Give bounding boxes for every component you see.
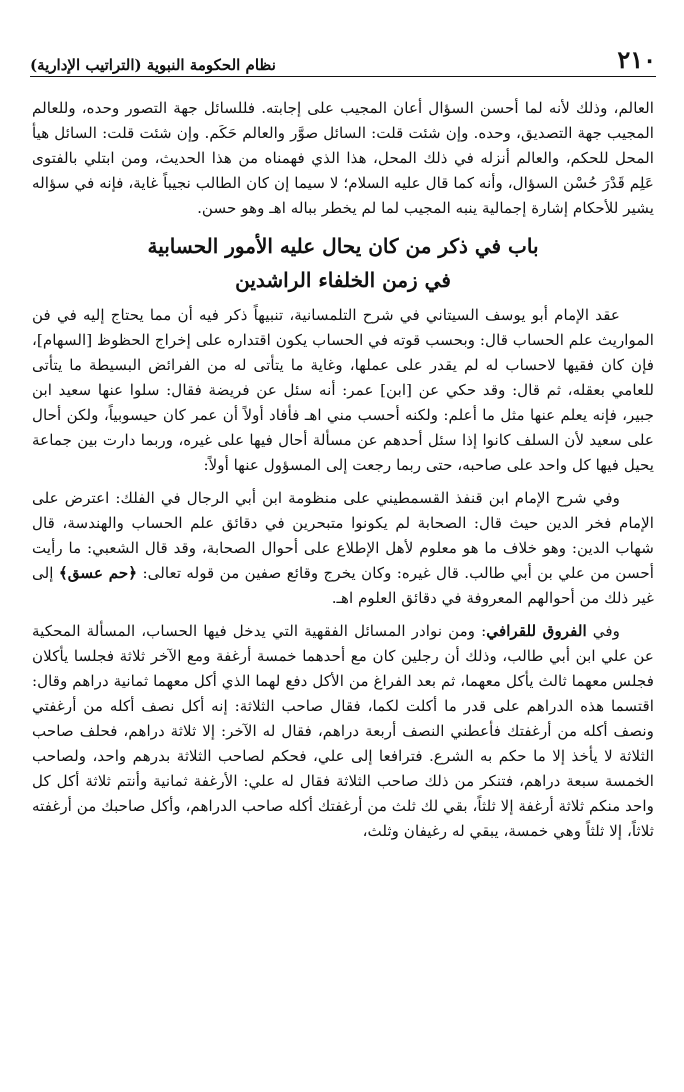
paragraph-3-text: وفي شرح الإمام ابن قنفذ القسمطيني على منظومة ابن أبي الرجال في الفلك: اعترض على الإمام فخر الدين حيث قال: الصحابة لم يكونوا متبحرين في دقائق علم الحساب والهندسة، قال شهاب الدين: وهو خلاف ما هو معلوم لأهل الإطلاع على أحوال الصحابة، وقد قال الشعبي: ما رأيت أحسن من علي بن أبي طالب. قال غيره: وكان يخرج وقائع صفين من قوله تعالى:	[32, 489, 655, 582]
section-heading	[32, 229, 654, 297]
paragraph-1: العالم، وذلك لأنه لما أحسن السؤال أعان المجيب على إجابته. فللسائل جهة التصور وحده، وللعالم المجيب جهة التصديق، وحده. وإن شئت قلت: السائل صوَّر والعالم حَكَم. وإن شئت قلت: السائل هيأ المحل للحكم، والعالم أنزله في ذلك المحل، هذا الذي فهمناه من هذا الحديث، ومن ابتلي بالفتوى عَلِم قَدْرَ حُسْن السؤال، وأنه كما قال عليه السلام؛ لا سيما إن كان الطالب نجيباً غاية، فإنه في سؤاله يشير للأحكام إشارة إجمالية ينبه المجيب لما لم يخطر بباله اهـ وهو حسن.	[32, 99, 654, 217]
page-header	[30, 40, 656, 77]
paragraph-2: عقد الإمام أبو يوسف السيتاني في شرح التلمسانية، تنبيهاً ذكر فيه أن مما يحتاج إليه في فن المواريث علم الحساب قال: وبحسب قوته في الحساب يكون اقتداره على إخراج الحظوظ [السهام]، فإن كان فقيها لاحساب له لم يقدر على عملها، وغاية ما يتأتى له من الفرائض البسيطة ما يتأتى للعامي بعقله، ثم قال: وقد حكي عن [ابن] عمر: أنه سئل عن فريضة فقال: سلوا عنها سعيد ابن جبير، فإنه يعلم عنها مثل ما أعلم: ولكنه أحسب مني اهـ فأفاد أولاً أن عمر كان حيسوبياً، ولكن أحال على سعيد لأن السلف كانوا إذا سئل أحدهم عن مسألة أحال فيها على غيره، وربما دارت بين جماعة يحيل فيها كل واحد على صاحبه، حتى ربما رجعت إلى المسؤول عنها أولاً:	[32, 306, 654, 474]
page-number: ٢١٠	[617, 45, 656, 74]
source-title: الفروق للقرافي	[486, 622, 587, 640]
paragraph-4	[32, 619, 654, 844]
paragraph-4-text: : ومن نوادر المسائل الفقهية التي يدخل فيها الحساب، المسألة المحكية عن علي ابن أبي طالب، وذلك أن رجلين كان مع أحدهما خمسة أرغفة ومع الآخر ثلاثة فجلسا يأكلان فجلس معهما ثالث يأكل معهما، ثم بعد الفراغ من الأكل دفع لهما الذي أكل معهما ثمانية دراهم وقال: اقتسما هذه الدراهم على قدر ما أكلت لكما، فقال صاحب الثلاثة: إنه أكل نصف أكله من أرغفتي ونصف أكله من أرغفتك فأعطني النصف أربعة دراهم، فقال له الآخر: إلا ثلاثة دراهم، فحلف صاحب الثلاثة لا يأخذ إلا ما حكم به الشرع. فترافعا إلى علي، فحكم لصاحب الثلاثة بدرهم واحد، ولصاحب الخمسة سبعة دراهم، فتنكر من ذلك صاحب الثلاثة فقال له علي: الأرغفة ثمانية وأنتم ثلاثة أكل كل واحد منكم ثلاثة أرغفة إلا ثلثاً، بقي لك ثلث من أرغفتك أكله صاحب الدراهم، وأكل صاحبك من أرغفته ثلاثاً، إلا ثلثاً وهي خمسة، يبقي له رغيفان وثلث،	[32, 622, 654, 840]
page-body	[32, 96, 654, 844]
quran-citation: ﴿حم عسق﴾	[58, 564, 138, 582]
section-heading-line-1: باب في ذكر من كان يحال عليه الأمور الحسابية	[147, 234, 539, 258]
paragraph-3	[32, 486, 654, 611]
running-title: نظام الحكومة النبوية (التراتيب الإدارية)	[30, 56, 276, 74]
paragraph-4-start: وفي	[592, 622, 621, 640]
section-heading-line-2: في زمن الخلفاء الراشدين	[235, 268, 451, 292]
paragraph-3-end: إلى غير ذلك من أحوالهم المعروفة في دقائق العلوم اهـ.	[32, 564, 654, 607]
